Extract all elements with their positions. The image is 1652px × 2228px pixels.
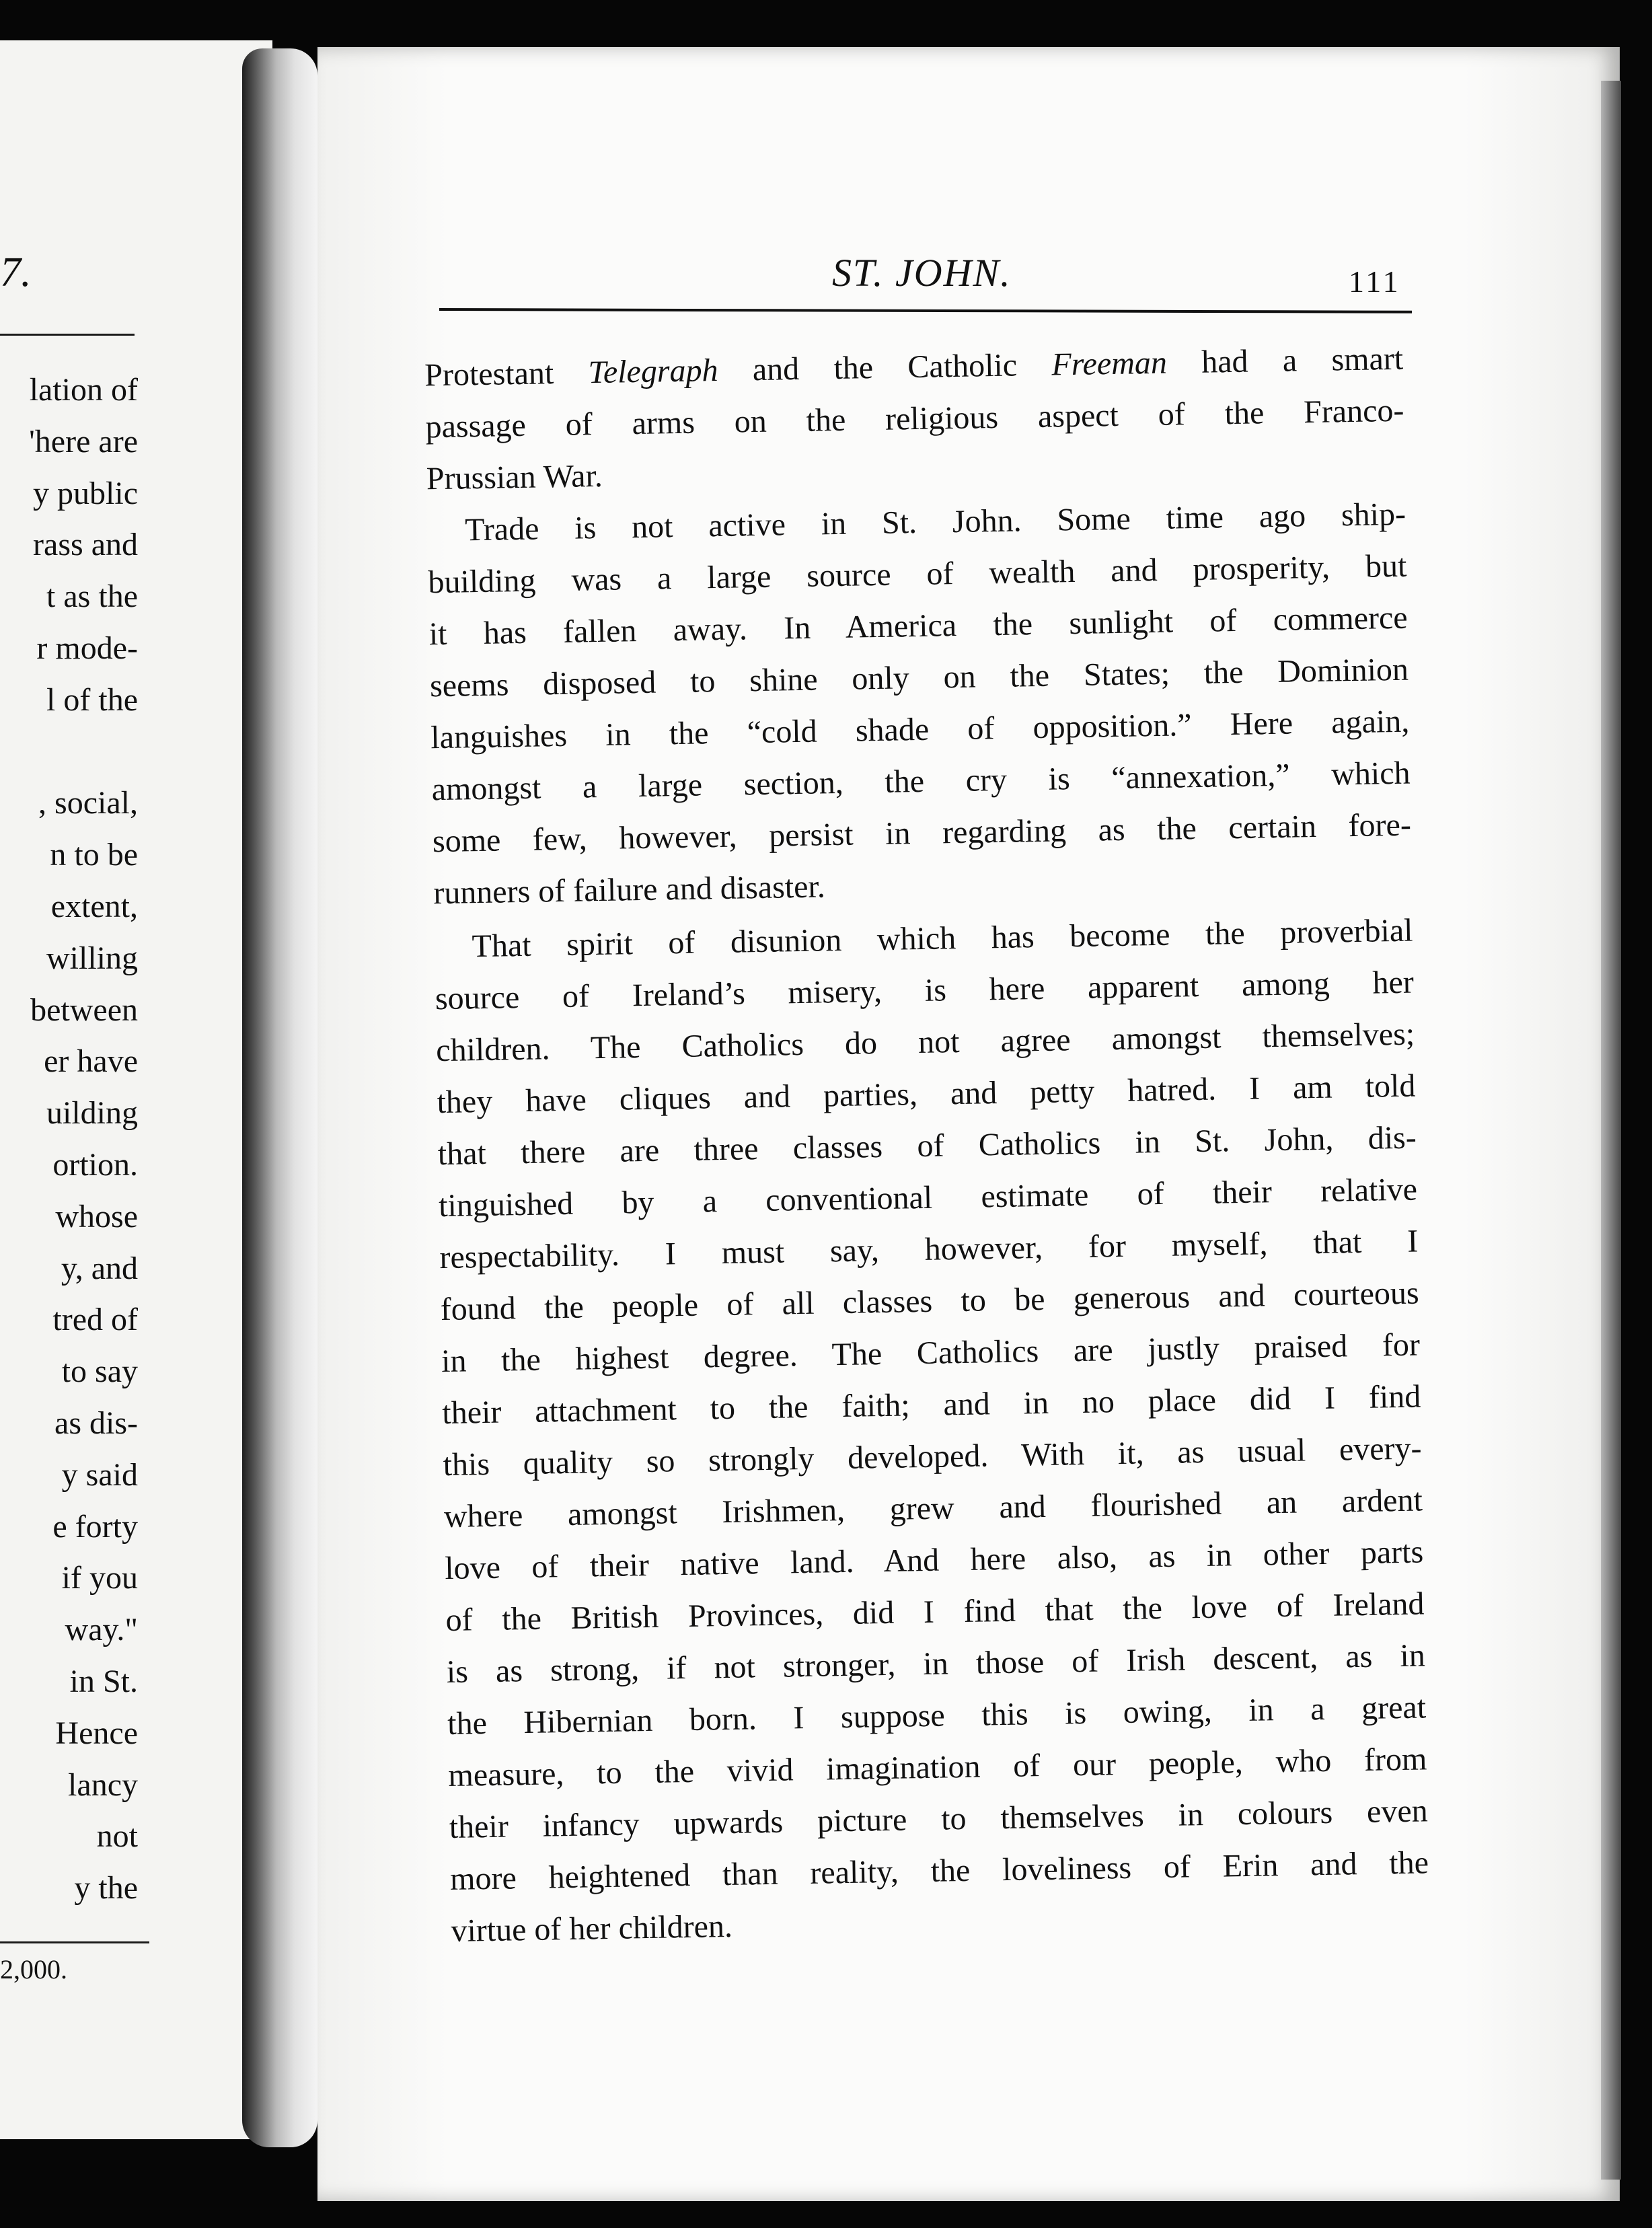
- body-line: building was a large source of wealth and prosperity, but: [428, 548, 1407, 601]
- left-page-line: y said: [61, 1456, 138, 1493]
- left-page-line: if you: [61, 1560, 138, 1596]
- page-number: 111: [1349, 264, 1401, 299]
- left-page-line: [29, 727, 138, 778]
- left-page-line: n to be: [50, 837, 138, 873]
- left-page-line: y the: [74, 1870, 138, 1906]
- body-line: love of their native land. And here also, as in other parts: [444, 1534, 1424, 1587]
- left-page-line: y, and: [61, 1250, 138, 1286]
- body-line: respectability. I must say, however, for myself, that I: [439, 1223, 1419, 1276]
- left-page-text: [29, 365, 138, 1915]
- left-page-head-rule: [0, 334, 135, 336]
- left-facing-page: [0, 40, 272, 2139]
- body-line: their infancy upwards picture to themselves in colours even: [449, 1793, 1429, 1846]
- left-page-line: e forty: [52, 1508, 138, 1545]
- newspaper-title: Freeman: [1051, 344, 1168, 383]
- body-line: Prussian War.: [426, 457, 603, 497]
- newspaper-title: Telegraph: [588, 352, 718, 391]
- body-line: this quality so strongly developed. With it, as usual every-: [443, 1430, 1422, 1483]
- body-line: runners of failure and disaster.: [433, 868, 826, 912]
- body-line: children. The Catholics do not agree amongst themselves;: [435, 1016, 1415, 1069]
- body-line: measure, to the vivid imagination of our people, who from: [448, 1741, 1427, 1794]
- left-page-line: Hence: [55, 1715, 138, 1751]
- running-head: ST. JOHN.: [832, 251, 1012, 295]
- body-line: it has fallen away. In America the sunlight of commerce: [428, 599, 1409, 653]
- body-line: is as strong, if not stronger, in those of Irish descent, as in: [446, 1637, 1426, 1691]
- left-page-footnote: 2,000.: [0, 1954, 67, 1984]
- left-page-line: lation of: [29, 372, 138, 408]
- body-line: in the highest degree. The Catholics are justly praised for: [441, 1327, 1421, 1380]
- left-page-line: whose: [55, 1198, 138, 1234]
- body-line: of the British Provinces, did I find that the love of Ireland: [445, 1586, 1425, 1639]
- book-gutter: [242, 48, 317, 2147]
- body-line: their attachment to the faith; and in no place did I find: [441, 1378, 1421, 1432]
- body-line: amongst a large section, the cry is “annexation,” which: [431, 755, 1411, 808]
- body-line: languishes in the “cold shade of opposition.” Here again,: [430, 703, 1410, 756]
- left-page-line: , social,: [38, 785, 138, 821]
- body-line: Protestant Telegraph and the Catholic Freeman had a smart: [424, 340, 1404, 394]
- left-page-corner-glyph: 7.: [0, 250, 32, 295]
- body-line: seems disposed to shine only on the States; the Dominion: [429, 651, 1409, 704]
- body-line: source of Ireland’s misery, is here apparent among her: [435, 964, 1415, 1017]
- left-page-line: not: [96, 1818, 138, 1855]
- body-line: that there are three classes of Catholics in St. John, dis-: [437, 1119, 1417, 1173]
- body-line: where amongst Irishmen, grew and flourished an ardent: [443, 1482, 1423, 1535]
- body-line: virtue of her children.: [450, 1908, 733, 1949]
- left-page-line: in St.: [69, 1663, 138, 1699]
- left-page-footnote-rule: [0, 1941, 149, 1943]
- left-page-line: between: [30, 992, 138, 1028]
- left-page-line: tred of: [52, 1302, 138, 1338]
- left-page-line: 'here are: [29, 423, 138, 459]
- body-line: Trade is not active in St. John. Some time ago ship-: [464, 496, 1406, 548]
- left-page-line: er have: [44, 1043, 138, 1080]
- body-line: they have cliques and parties, and petty hatred. I am told: [437, 1068, 1416, 1121]
- left-page-line: t as the: [46, 579, 138, 615]
- body-line: some few, however, persist in regarding as the certain fore-: [432, 807, 1412, 860]
- left-page-line: rass and: [33, 527, 138, 563]
- left-page-line: y public: [33, 475, 138, 511]
- body-line: found the people of all classes to be generous and courteous: [440, 1275, 1420, 1328]
- left-page-line: l of the: [46, 681, 138, 718]
- left-page-line: way.": [65, 1612, 138, 1648]
- left-page-line: to say: [61, 1353, 138, 1390]
- body-line: tinguished by a conventional estimate of their relative: [438, 1171, 1418, 1224]
- body-line: That spirit of disunion which has become the proverbial: [472, 912, 1413, 965]
- left-page-line: r mode-: [36, 630, 138, 666]
- body-line: passage of arms on the religious aspect of the Franco-: [425, 392, 1404, 445]
- left-page-line: ortion.: [52, 1146, 138, 1183]
- body-line: more heightened than reality, the loveliness of Erin and the: [449, 1845, 1429, 1898]
- page-edge-shadow: [1601, 81, 1621, 2180]
- left-page-line: uilding: [46, 1095, 138, 1131]
- left-page-line: lancy: [68, 1767, 138, 1803]
- left-page-line: extent,: [50, 888, 138, 924]
- body-line: the Hibernian born. I suppose this is owing, in a great: [447, 1689, 1427, 1742]
- left-page-line: willing: [46, 940, 138, 976]
- left-page-line: as dis-: [54, 1405, 138, 1441]
